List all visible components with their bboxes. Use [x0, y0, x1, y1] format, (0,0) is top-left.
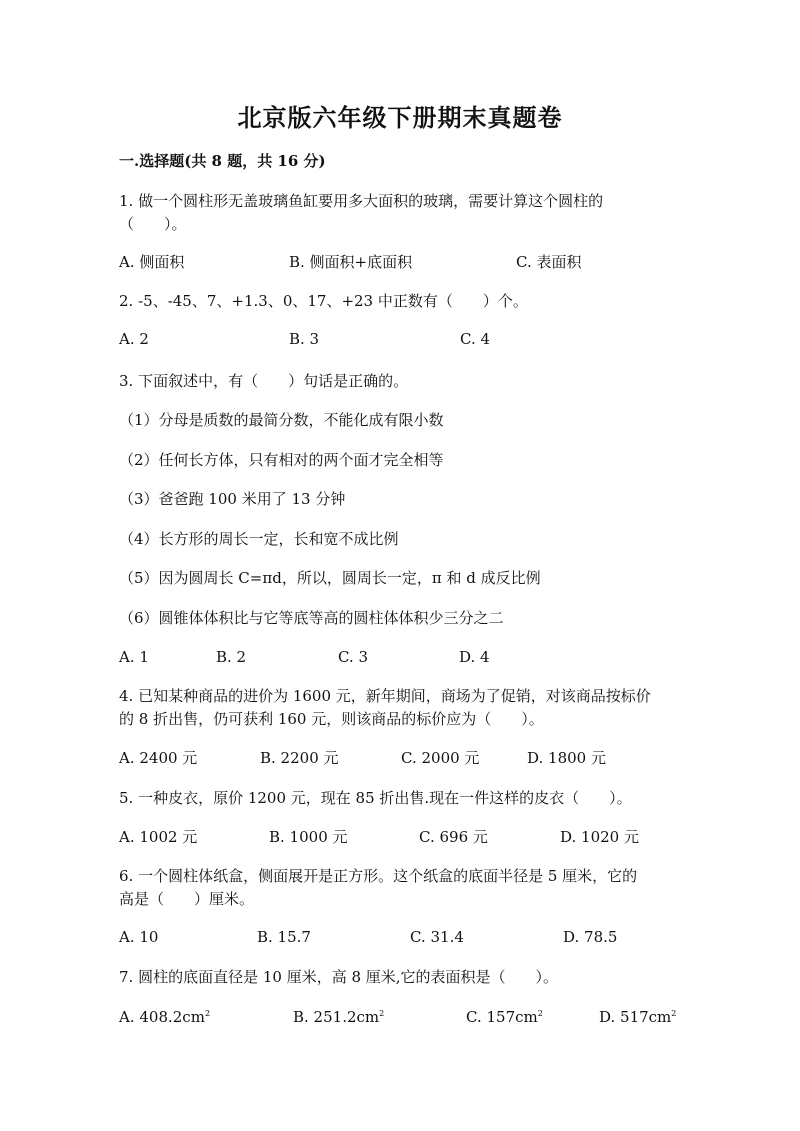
q1-option-b: B. 侧面积+底面积	[289, 253, 413, 271]
q1-option-c: C. 表面积	[516, 253, 582, 271]
q4-option-b: B. 2200 元	[260, 749, 339, 767]
q2-option-c: C. 4	[460, 330, 491, 348]
q2-option-a: A. 2	[119, 330, 149, 348]
q6-text-line2: 高是（ ）厘米。	[119, 890, 255, 908]
q3-text: 3. 下面叙述中，有（ ）句话是正确的。	[119, 372, 409, 390]
q4-option-c: C. 2000 元	[401, 749, 480, 767]
q7-text: 7. 圆柱的底面直径是 10 厘米，高 8 厘米,它的表面积是（ ）。	[119, 968, 559, 986]
q1-text-line2: （ ）。	[119, 215, 187, 233]
q5-option-d: D. 1020 元	[560, 828, 639, 846]
page-title: 北京版六年级下册期末真题卷	[237, 103, 563, 132]
q4-option-a: A. 2400 元	[119, 749, 198, 767]
q3-option-b: B. 2	[216, 648, 247, 666]
q3-statement-4: （4）长方形的周长一定，长和宽不成比例	[119, 530, 399, 548]
section-heading: 一.选择题(共 8 题，共 16 分)	[119, 152, 326, 170]
q7-option-b: B. $251.2cm^2$	[293, 1008, 385, 1026]
q6-text-line1: 6. 一个圆柱体纸盒，侧面展开是正方形。这个纸盒的底面半径是 5 厘米，它的	[119, 867, 638, 885]
q3-option-d: D. 4	[459, 648, 490, 666]
q3-statement-1: （1）分母是质数的最简分数，不能化成有限小数	[119, 411, 444, 429]
q2-text: 2. -5、-45、7、+1.3、0、17、+23 中正数有（ ）个。	[119, 292, 528, 310]
q5-option-b: B. 1000 元	[269, 828, 348, 846]
q5-text: 5. 一种皮衣，原价 1200 元，现在 85 折出售.现在一件这样的皮衣（ ）。	[119, 789, 632, 807]
q1-option-a: A. 侧面积	[119, 253, 185, 271]
q6-option-c: C. 31.4	[410, 928, 464, 946]
q3-statement-5: （5）因为圆周长 C=πd，所以，圆周长一定，π 和 d 成反比例	[119, 569, 541, 587]
q3-statement-3: （3）爸爸跑 100 米用了 13 分钟	[119, 490, 346, 508]
q7-option-a: A. $408.2cm^2$	[119, 1008, 211, 1026]
q3-statement-2: （2）任何长方体，只有相对的两个面才完全相等	[119, 451, 444, 469]
q3-option-c: C. 3	[338, 648, 369, 666]
q6-option-b: B. 15.7	[257, 928, 311, 946]
q2-option-b: B. 3	[289, 330, 320, 348]
q4-text-line1: 4. 已知某种商品的进价为 1600 元，新年期间，商场为了促销，对该商品按标价	[119, 687, 651, 705]
q4-text-line2: 的 8 折出售，仍可获利 160 元，则该商品的标价应为（ ）。	[119, 710, 544, 728]
q6-option-d: D. 78.5	[563, 928, 618, 946]
q7-option-d: D. $517cm^2$	[599, 1008, 677, 1026]
q3-statement-6: （6）圆锥体体积比与它等底等高的圆柱体体积少三分之二	[119, 609, 504, 627]
q5-option-c: C. 696 元	[419, 828, 488, 846]
q3-option-a: A. 1	[119, 648, 149, 666]
q7-option-c: C. $157cm^2$	[466, 1008, 543, 1026]
q1-text-line1: 1. 做一个圆柱形无盖玻璃鱼缸要用多大面积的玻璃，需要计算这个圆柱的	[119, 192, 604, 210]
q5-option-a: A. 1002 元	[119, 828, 198, 846]
q4-option-d: D. 1800 元	[527, 749, 606, 767]
q6-option-a: A. 10	[119, 928, 159, 946]
